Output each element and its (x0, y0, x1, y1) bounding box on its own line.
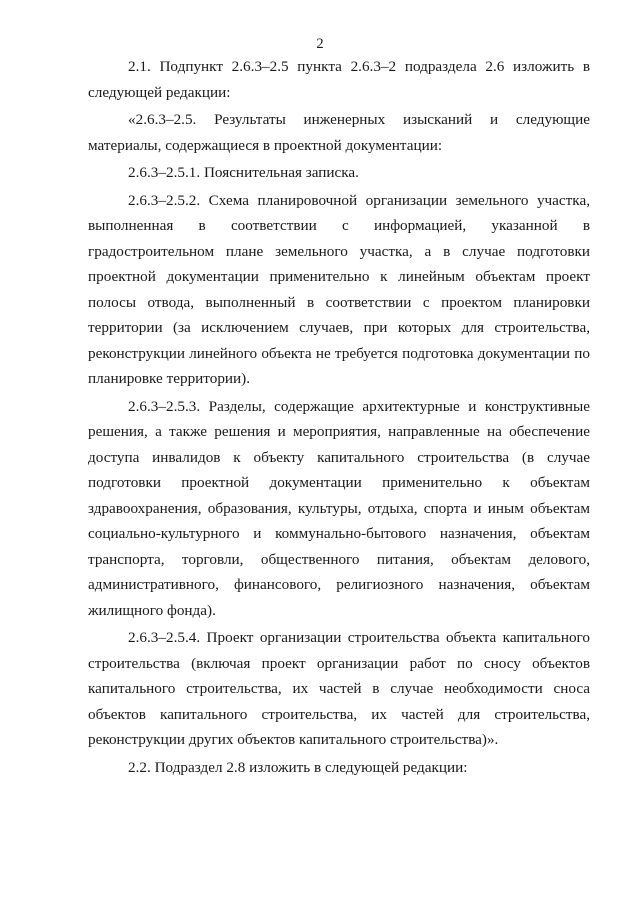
paragraph-2-2: 2.2. Подраздел 2.8 изложить в следующей редакции: (128, 758, 468, 776)
paragraph-2-6-3-2-5: «2.6.3–2.5. Результаты инженерных изысканий и следующие материалы, содержащиеся в проектной документации: (88, 111, 590, 154)
document-body (88, 54, 590, 780)
paragraph-2-6-3-2-5-1: 2.6.3–2.5.1. Пояснительная записка. (128, 164, 359, 181)
paragraph-2-6-3-2-5-3: 2.6.3–2.5.3. Разделы, содержащие архитектурные и конструктивные решения, а также решения и мероприятия, направленные на обеспечение доступа инвалидов к объекту капитального строительства (в случае подготовки проектной документации применительно к объектам здравоохранения, образования, культуры, отдыха, спорта и иным объектам социально-культурного и коммунально-бытового назначения, объектам транспорта, торговли, общественного питания, объектам делового, административного, финансового, религиозного назначения, объектам жилищного фонда). (88, 397, 590, 619)
paragraph-2-6-3-2-5-4: 2.6.3–2.5.4. Проект организации строительства объекта капитального строительства (включая проект организации работ по сносу объектов капитального строительства, их частей в случае необходимости сноса объектов капитального строительства, их частей для строительства, реконструкции других объектов капитального строительства)». (88, 629, 590, 748)
page-number: 2 (316, 36, 324, 52)
paragraph-2-6-3-2-5-2: 2.6.3–2.5.2. Схема планировочной организации земельного участка, выполненная в соответствии с информацией, указанной в градостроительном плане земельного участка, а в случае подготовки проектной документации применительно к линейным объектам проект полосы отвода, выполненный в соответствии с проектом планировки территории (за исключением случаев, при которых для строительства, реконструкции линейного объекта не требуется подготовка документации по планировке территории). (88, 191, 590, 387)
paragraph-2-1: 2.1. Подпункт 2.6.3–2.5 пункта 2.6.3–2 подраздела 2.6 изложить в следующей редакции: (88, 58, 590, 101)
